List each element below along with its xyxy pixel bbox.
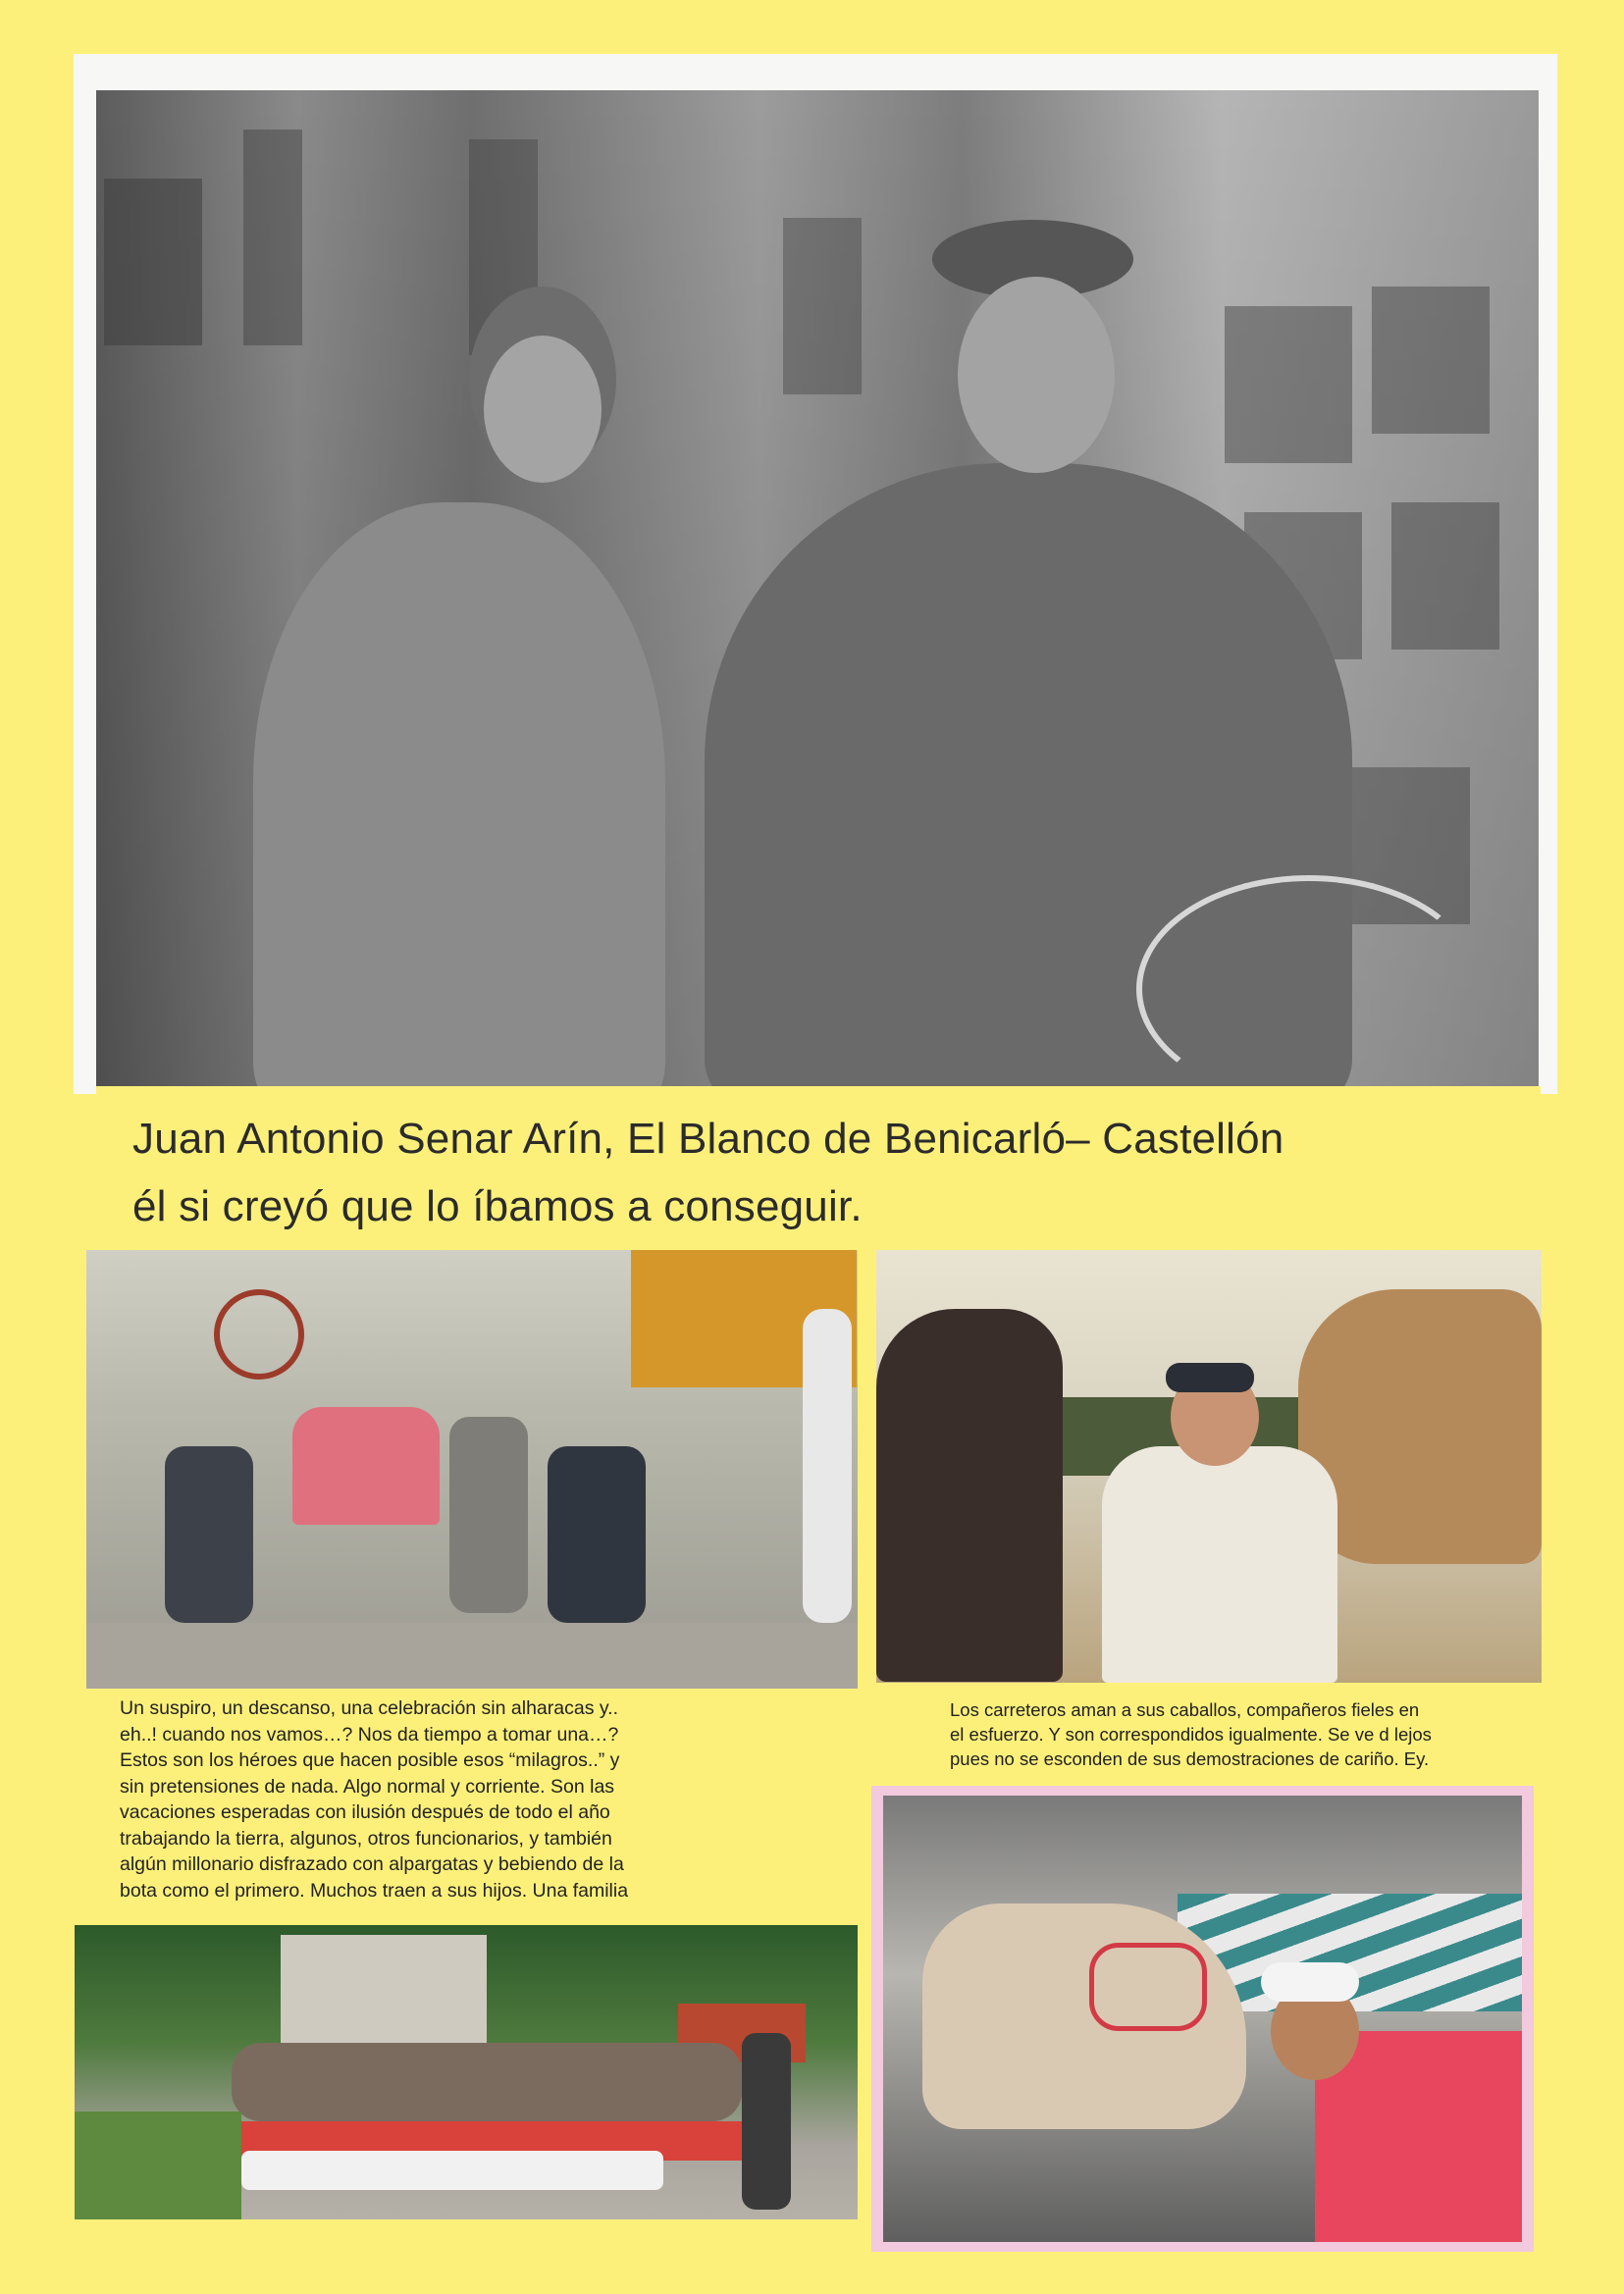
caption-line: eh..! cuando nos vamos…? Nos da tiempo a tomar una…? <box>120 1723 619 1746</box>
horse-bridle <box>1089 1943 1207 2031</box>
caption-line: pues no se esconden de sus demostraciones de cariño. Ey. <box>950 1748 1430 1769</box>
building-window <box>104 179 202 345</box>
caption-line: algún millonario disfrazado con alpargatas y bebiendo de la <box>120 1853 624 1875</box>
woman-figure <box>253 502 665 1086</box>
lawn <box>75 2112 241 2219</box>
caption-line: el esfuerzo. Y son correspondidos igualmente. Se ve d lejos <box>950 1724 1432 1745</box>
caption-right <box>876 1690 1534 1780</box>
caption-line: sin pretensiones de nada. Algo normal y corriente. Son las <box>120 1775 615 1798</box>
cart-wheel <box>214 1289 304 1380</box>
building-window <box>1391 502 1499 650</box>
person-seated <box>548 1446 646 1623</box>
horse-left <box>876 1309 1063 1682</box>
rope <box>1136 875 1482 1086</box>
caption-line: Estos son los héroes que hacen posible esos “milagros..” y <box>120 1749 620 1771</box>
photo-terrace-gathering <box>75 1925 858 2219</box>
man-white-shirt <box>1102 1446 1337 1683</box>
person-seated <box>449 1417 528 1613</box>
building-window <box>783 218 862 394</box>
building <box>281 1935 487 2043</box>
caption-line: bota como el primero. Muchos traen a sus hijos. Una familia <box>120 1879 629 1902</box>
man-cap <box>1166 1363 1254 1392</box>
building-window <box>1225 306 1352 463</box>
person-standing <box>742 2033 791 2210</box>
main-photo-couple <box>96 90 1539 1086</box>
caption-left <box>79 1690 824 1920</box>
man-white-cap <box>1261 1962 1359 2002</box>
ground <box>86 1623 858 1689</box>
white-tables <box>241 2151 663 2190</box>
headline-line-2: él si creyó que lo íbamos a conseguir. <box>132 1182 863 1230</box>
caption-line: vacaciones esperadas con ilusión después de todo el año <box>120 1801 610 1823</box>
building-window <box>1372 287 1490 434</box>
headline-line-1: Juan Antonio Senar Arín, El Blanco de Benicarló– Castellón <box>132 1115 1284 1163</box>
woman-face <box>484 336 602 483</box>
person-seated <box>165 1446 253 1623</box>
person-pink-shirt <box>292 1407 440 1525</box>
photo-man-kissing-horse <box>871 1786 1534 2252</box>
photo-man-with-horses <box>876 1250 1542 1683</box>
photo-group-resting <box>86 1250 858 1689</box>
building-window <box>243 130 302 345</box>
person-standing <box>803 1309 852 1623</box>
caption-line: trabajando la tierra, algunos, otros funcionarios, y también <box>120 1827 612 1850</box>
caption-line: Un suspiro, un descanso, una celebración sin alharacas y.. <box>120 1697 619 1719</box>
caption-line: Los carreteros aman a sus caballos, compañeros fieles en <box>950 1699 1420 1720</box>
man-face <box>958 277 1115 473</box>
crowd <box>232 2043 742 2121</box>
